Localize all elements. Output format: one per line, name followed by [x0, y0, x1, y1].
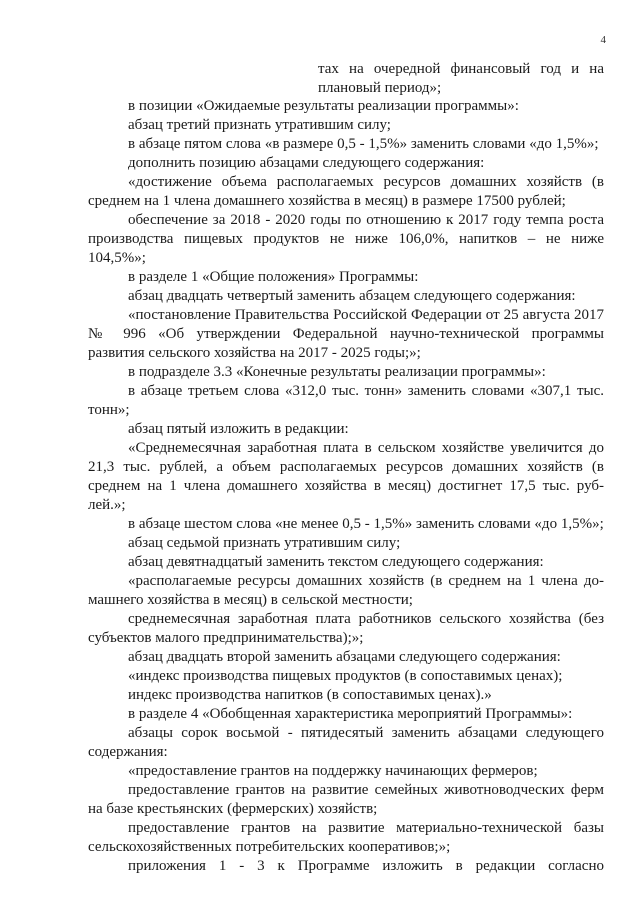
page-number: 4	[600, 34, 606, 46]
paragraph: в подразделе 3.3 «Конечные результаты реализации программы»:	[128, 364, 546, 380]
paragraph: «располагаемые ресурсы домашних хозяйств (в среднем на 1 члена до-машнего хозяйства в месяц) в сельской местности;	[88, 573, 604, 608]
paragraph: в позиции «Ожидаемые результаты реализации программы»:	[128, 98, 519, 114]
paragraph: в абзаце шестом слова «не менее 0,5 - 1,5%» заменить словами «до 1,5%»;	[128, 516, 604, 532]
paragraph: абзац пятый изложить в редакции:	[128, 421, 349, 437]
paragraph: обеспечение за 2018 - 2020 годы по отношению к 2017 году темпа роста производства пищевых продуктов не ниже 106,0%, напитков – не ниже 104,5%»;	[88, 212, 604, 266]
paragraph: среднемесячная заработная плата работников сельского хозяйства (без субъектов малого предпринимательства);»;	[88, 611, 604, 646]
paragraph: индекс производства напитков (в сопоставимых ценах).»	[128, 687, 492, 703]
paragraph: «индекс производства пищевых продуктов (в сопоставимых ценах);	[128, 668, 563, 684]
paragraph: в абзаце пятом слова «в размере 0,5 - 1,5%» заменить словами «до 1,5%»;	[128, 136, 599, 152]
paragraph: абзац двадцать второй заменить абзацами следующего содержания:	[128, 649, 561, 665]
paragraph: в разделе 1 «Общие положения» Программы:	[128, 269, 419, 285]
paragraph: абзац седьмой признать утратившим силу;	[128, 535, 401, 551]
paragraph: предоставление грантов на развитие семейных животноводческих ферм на базе крестьянских (фермерских) хозяйств;	[88, 782, 604, 817]
paragraph: дополнить позицию абзацами следующего содержания:	[128, 155, 485, 171]
paragraph: приложения 1 - 3 к Программе изложить в редакции согласно	[128, 858, 604, 874]
paragraph: абзац двадцать четвертый заменить абзацем следующего содержания:	[128, 288, 576, 304]
paragraph: «предоставление грантов на поддержку начинающих фермеров;	[128, 763, 538, 779]
paragraph: абзацы сорок восьмой - пятидесятый заменить абзацами следующего содержания:	[88, 725, 604, 760]
paragraph: «Среднемесячная заработная плата в сельском хозяйстве увеличится до 21,3 тыс. рублей, а объем располагаемых ресурсов домашних хозяйств (в среднем на 1 члена домашнего хозяйства в месяц) достигнет 17,5 тыс. руб-лей.»;	[88, 440, 604, 513]
paragraph: предоставление грантов на развитие материально-технической базы сельскохозяйственных потребительских кооперативов;»;	[88, 820, 604, 855]
top-continuation-block	[318, 60, 604, 98]
document-body	[88, 97, 604, 876]
paragraph: абзац третий признать утратившим силу;	[128, 117, 391, 133]
continuation-text: тах на очередной финансовый год и на плановый период»;	[318, 61, 604, 96]
paragraph: «достижение объема располагаемых ресурсов домашних хозяйств (в среднем на 1 члена домашнего хозяйства в месяц) в размере 17500 рублей;	[88, 174, 604, 209]
paragraph: «постановление Правительства Российской Федерации от 25 августа 2017 № 996 «Об утверждении Федеральной научно-технической программы развития сельского хозяйства на 2017 - 2025 годы;»;	[88, 307, 604, 361]
paragraph: в абзаце третьем слова «312,0 тыс. тонн» заменить словами «307,1 тыс. тонн»;	[88, 383, 604, 418]
paragraph: абзац девятнадцатый заменить текстом следующего содержания:	[128, 554, 544, 570]
paragraph: в разделе 4 «Обобщенная характеристика мероприятий Программы»:	[128, 706, 573, 722]
